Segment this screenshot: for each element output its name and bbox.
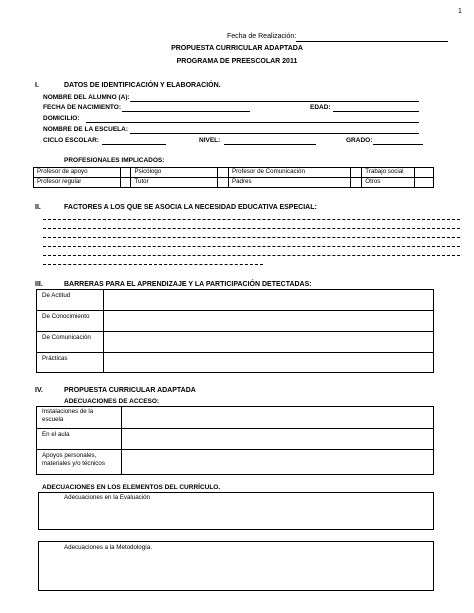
nivel-label: NIVEL: <box>199 137 221 144</box>
acceso-input[interactable] <box>122 407 433 428</box>
prof-check[interactable] <box>351 168 362 178</box>
prof-check[interactable] <box>351 178 362 188</box>
prof-cell[interactable]: Trabajo social <box>362 168 415 178</box>
section1-title: DATOS DE IDENTIFICACIÓN Y ELABORACIÓN. <box>64 82 221 89</box>
domicilio-label: DOMICILIO: <box>43 115 80 122</box>
barrera-label: De Conocimiento <box>42 313 90 320</box>
section4-num: IV. <box>35 387 43 394</box>
section3-title: BARRERAS PARA EL APRENDIZAJE Y LA PARTICIPACIÓN DETECTADAS: <box>64 281 312 288</box>
nivel-line[interactable] <box>224 144 316 145</box>
nombre-line[interactable] <box>130 101 419 102</box>
barrera-input[interactable] <box>104 332 433 352</box>
evaluacion-label: Adecuaciones en la Evaluación <box>64 494 150 501</box>
barrera-label: Prácticas <box>42 355 68 362</box>
prof-cell[interactable]: Otros <box>362 178 415 188</box>
factores-line[interactable] <box>43 228 460 229</box>
prof-cell[interactable]: Tutor <box>131 178 218 188</box>
doc-subtitle: PROGRAMA DE PREESCOLAR 2011 <box>176 58 298 65</box>
barrera-label: De Actitud <box>42 292 71 299</box>
edad-line[interactable] <box>333 111 419 112</box>
prof-cell[interactable]: Profesor regular <box>34 178 121 188</box>
acceso-label: Instalaciones de la escuela <box>42 408 94 423</box>
prof-check[interactable] <box>120 168 131 178</box>
acceso-input[interactable] <box>122 450 433 474</box>
factores-line[interactable] <box>43 264 263 265</box>
prof-check[interactable] <box>415 178 434 188</box>
factores-line[interactable] <box>43 237 460 238</box>
section2-num: II. <box>35 204 41 211</box>
barrera-input[interactable] <box>104 290 433 310</box>
table-row <box>34 178 434 188</box>
metodologia-label: Adecuaciones a la Metodología. <box>64 544 153 551</box>
prof-cell[interactable]: Padres <box>228 178 350 188</box>
prof-cell[interactable]: Profesor de apoyo <box>34 168 121 178</box>
barrera-label: De Comunicación <box>42 334 91 341</box>
curriculo-title: ADECUACIONES EN LOS ELEMENTOS DEL CURRÍCULO. <box>42 484 221 491</box>
fecha-nac-label: FECHA DE NACIMIENTO: <box>43 104 121 111</box>
prof-check[interactable] <box>120 178 131 188</box>
prof-cell[interactable]: Profesor de Comunicación <box>228 168 350 178</box>
fecha-nac-line[interactable] <box>122 111 250 112</box>
section1-num: I. <box>35 82 39 89</box>
doc-title: PROPUESTA CURRICULAR ADAPTADA <box>171 45 303 52</box>
acceso-label: En el aula <box>42 431 70 438</box>
fecha-line[interactable] <box>296 41 448 42</box>
nombre-label: NOMBRE DEL ALUMNO (A): <box>43 94 130 101</box>
barrera-input[interactable] <box>104 311 433 331</box>
prof-check[interactable] <box>415 168 434 178</box>
prof-cell[interactable]: Psicólogo <box>131 168 218 178</box>
acceso-label: Apoyos personales, materiales y/o técnicos <box>42 452 105 467</box>
ciclo-label: CICLO ESCOLAR: <box>43 137 99 144</box>
prof-check[interactable] <box>218 178 229 188</box>
acceso-title: ADECUACIONES DE ACCESO: <box>64 398 160 405</box>
page-number: 1 <box>458 8 462 15</box>
edad-label: EDAD: <box>310 104 331 111</box>
grado-line[interactable] <box>373 144 423 145</box>
section4-title: PROPUESTA CURRICULAR ADAPTADA <box>64 387 196 394</box>
profesionales-title: PROFESIONALES IMPLICADOS: <box>64 157 165 164</box>
factores-line[interactable] <box>43 255 460 256</box>
prof-check[interactable] <box>218 168 229 178</box>
ciclo-line[interactable] <box>102 144 166 145</box>
profesionales-table <box>33 167 434 188</box>
escuela-line[interactable] <box>130 133 419 134</box>
grado-label: GRADO: <box>346 137 373 144</box>
fecha-label: Fecha de Realización: <box>227 33 297 40</box>
domicilio-line[interactable] <box>86 122 419 123</box>
table-row <box>34 168 434 178</box>
factores-line[interactable] <box>43 246 460 247</box>
barrera-input[interactable] <box>104 353 433 373</box>
factores-line[interactable] <box>43 219 460 220</box>
acceso-input[interactable] <box>122 429 433 449</box>
escuela-label: NOMBRE DE LA ESCUELA: <box>43 126 128 133</box>
section2-title: FACTORES A LOS QUE SE ASOCIA LA NECESIDAD EDUCATIVA ESPECIAL: <box>64 204 317 211</box>
section3-num: III. <box>35 281 43 288</box>
